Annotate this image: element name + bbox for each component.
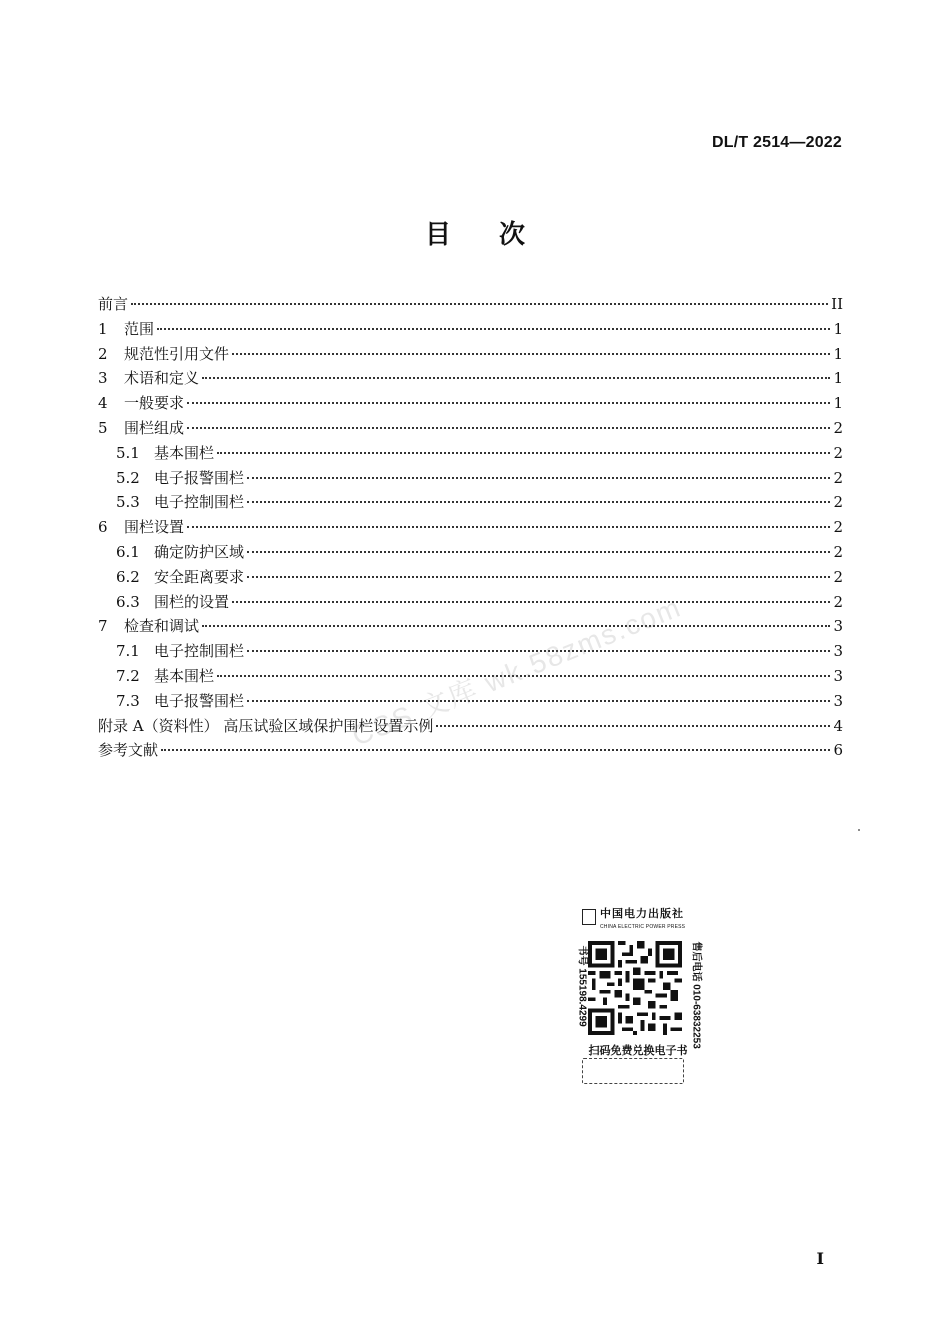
toc-entry-number: 5.2 [116, 468, 140, 487]
toc-entry[interactable] [98, 466, 843, 491]
toc-entry[interactable] [98, 614, 843, 639]
toc-entry[interactable] [98, 416, 843, 441]
toc-entry-page: 3 [833, 642, 843, 661]
toc-entry[interactable] [98, 490, 843, 515]
toc-entry-number: 7 [98, 617, 108, 636]
toc-dot-leader [161, 749, 830, 751]
toc-entry[interactable] [98, 738, 843, 763]
qr-caption: 扫码免费兑换电子书 [588, 1044, 688, 1057]
toc-dot-leader [131, 303, 828, 305]
toc-entry-number: 4 [98, 394, 108, 413]
toc-entry[interactable] [98, 515, 843, 540]
toc-entry-label: 范围 [124, 319, 155, 338]
toc-entry-number: 7.1 [116, 642, 140, 661]
toc-dot-leader [247, 576, 830, 578]
publisher-logo [582, 908, 692, 934]
toc-entry-label: 基本围栏 [154, 443, 215, 462]
toc-entry-label: 围栏组成 [124, 418, 185, 437]
toc-entry[interactable] [98, 714, 843, 739]
toc-entry-number: 7.3 [116, 691, 140, 710]
toc-entry[interactable] [98, 590, 843, 615]
toc-entry-label: 电子报警围栏 [154, 468, 245, 487]
toc-entry-number: 6 [98, 518, 108, 537]
book-number: 书号 155198.4299 [576, 945, 588, 1027]
toc-entry-page: 2 [833, 468, 843, 487]
toc-entry[interactable] [98, 391, 843, 416]
toc-entry-label: 安全距离要求 [154, 567, 245, 586]
toc-entry-label: 围栏设置 [124, 518, 185, 537]
publisher-name-cn: 中国电力出版社 [600, 907, 684, 920]
toc-entry-page: 2 [833, 518, 843, 537]
toc-dot-leader [187, 526, 830, 528]
toc-entry-page: 2 [833, 542, 843, 561]
toc-entry-label: 术语和定义 [124, 369, 200, 388]
toc-entry-number: 1 [98, 319, 108, 338]
toc-entry-page: 2 [833, 443, 843, 462]
toc-entry-number: 5.3 [116, 493, 140, 512]
toc-dot-leader [232, 601, 830, 603]
toc-entry-page: II [831, 295, 843, 313]
toc-entry-number: 7.2 [116, 666, 140, 685]
toc-entry-label: 前言 [98, 295, 129, 313]
toc-entry-page: 1 [833, 319, 843, 338]
toc-dot-leader [247, 700, 830, 702]
toc-dot-leader [202, 625, 830, 627]
toc-dot-leader [187, 402, 830, 404]
toc-entry-page: 3 [833, 617, 843, 636]
toc-dot-leader [232, 353, 830, 355]
toc-entry-page: 3 [833, 666, 843, 685]
toc-entry-page: 2 [833, 567, 843, 586]
toc-entry[interactable] [98, 292, 843, 317]
service-phone: 售后电话 010-63832253 [690, 941, 702, 1049]
toc-entry-label: 一般要求 [124, 394, 185, 413]
qr-card [574, 906, 702, 1086]
toc-entry-page: 1 [833, 369, 843, 388]
toc-entry[interactable] [98, 540, 843, 565]
toc-entry-label: 基本围栏 [154, 666, 215, 685]
toc-entry-page: 6 [833, 741, 843, 760]
toc-entry[interactable] [98, 366, 843, 391]
toc-dot-leader [217, 452, 830, 454]
redeem-code-box [582, 1058, 684, 1084]
toc-entry[interactable] [98, 317, 843, 342]
toc-title: 目次 [424, 220, 573, 250]
toc-entry-number: 5 [98, 418, 108, 437]
toc-entry-label: 电子控制围栏 [154, 642, 245, 661]
toc-entry-page: 4 [833, 716, 843, 735]
toc-entry[interactable] [98, 639, 843, 664]
qr-code-icon[interactable] [588, 936, 682, 1040]
toc-dot-leader [247, 551, 830, 553]
toc-entry[interactable] [98, 441, 843, 466]
toc-entry-number: 2 [98, 344, 108, 363]
toc-dot-leader [247, 477, 830, 479]
toc-dot-leader [157, 328, 830, 330]
toc-entry-label: 电子报警围栏 [154, 691, 245, 710]
toc-entry-label: 围栏的设置 [154, 592, 230, 611]
toc-entry-number: 5.1 [116, 443, 140, 462]
toc-entry[interactable] [98, 342, 843, 367]
toc-entry-number: 3 [98, 369, 108, 388]
toc-entry-label: 确定防护区域 [154, 542, 245, 561]
toc-entry-label: 附录 A（资料性） 高压试验区域保护围栏设置示例 [98, 716, 434, 735]
toc-entry-number: 6.1 [116, 542, 140, 561]
toc-dot-leader [187, 427, 830, 429]
standard-code: DL/T 2514—2022 [712, 134, 842, 151]
toc-entry[interactable] [98, 565, 843, 590]
toc-entry-number: 6.3 [116, 592, 140, 611]
publisher-name-en: CHINA ELECTRIC POWER PRESS [600, 924, 686, 930]
page-number: I [816, 1249, 824, 1268]
toc-entry-page: 2 [833, 418, 843, 437]
toc-entry-label: 电子控制围栏 [154, 493, 245, 512]
toc-entry-label: 检查和调试 [124, 617, 200, 636]
toc-entry-page: 2 [833, 592, 843, 611]
scan-speck [858, 829, 860, 831]
toc-entry-page: 1 [833, 344, 843, 363]
toc-entry-number: 6.2 [116, 567, 140, 586]
toc-entry-label: 参考文献 [98, 741, 159, 760]
toc-dot-leader [202, 377, 830, 379]
publisher-emblem-icon [582, 909, 596, 925]
toc-entry-page: 3 [833, 691, 843, 710]
toc-entry-page: 1 [833, 394, 843, 413]
toc-entry-label: 规范性引用文件 [124, 344, 230, 363]
watermark: CSS 文库 wk.58zms.com [347, 591, 686, 752]
toc-dot-leader [436, 725, 830, 727]
toc-dot-leader [247, 501, 830, 503]
toc-entry-page: 2 [833, 493, 843, 512]
